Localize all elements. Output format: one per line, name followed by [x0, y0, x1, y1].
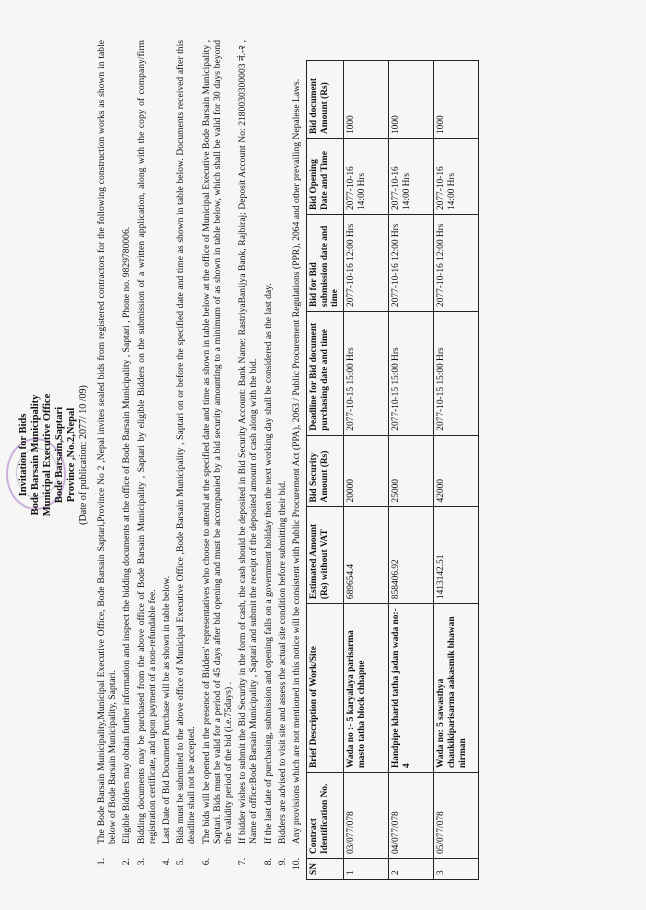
notice-item: 2. Eligible Bidders may obtain further information and inspect the bidding documents at the office of Bode Barsain Municipality , Saptari , Phone no. 9829780006.: [121, 226, 133, 866]
table-cell: 2: [388, 859, 433, 880]
office-line-2: Municipal Executive Office: [42, 393, 53, 517]
col-header: Brief Description of Work/Site: [307, 604, 344, 773]
table-cell: 2077-10-15 15:00 Hrs: [343, 311, 388, 435]
table-cell: 2077-10-15 15:00 Hrs: [433, 311, 478, 435]
table-cell: 858406.92: [388, 507, 433, 604]
office-line-3: Bode Barsain,Saptari: [54, 406, 65, 504]
table-cell: 2077-10-16 14:00 Hrs: [388, 139, 433, 215]
table-row: [343, 61, 388, 880]
col-header: SN: [307, 859, 344, 880]
col-header: Deadline for Bid document purchasing date and time: [307, 311, 344, 435]
col-header: Bid Opening Date and Time: [307, 139, 344, 215]
notice-item: 4. Last Date of Bid Document Purchase will be as shown in table below.: [161, 575, 173, 866]
table-cell: 1000: [433, 61, 478, 139]
table-cell: Wada no: 5 sawasthya chaukikiparisarma aakasmik bhawan nirman: [433, 604, 478, 773]
table-cell: 3: [433, 859, 478, 880]
table-cell: 2077-10-16 12:00 Hrs: [388, 215, 433, 312]
table-cell: 1: [343, 859, 388, 880]
table-cell: 05/077/078: [433, 773, 478, 859]
table-cell: 1000: [343, 61, 388, 139]
table-cell: 2077-10-16 14:00 Hrs: [343, 139, 388, 215]
bids-table: [306, 60, 479, 880]
notice-item: 5. Bids must be submitted to the above office of Municipal Executive Office ,Bode Barsain Municipality , Saptari on or before the specified date and time as shown in table below. Documents received after this deadline shall not be accepted.: [175, 40, 198, 866]
notice-item: 1. The Bode Barsain Municipality,Municipal Executive Office, Bode Barsain Saptari,Province No 2 ,Nepal invites sealed bids from registered contractors for the following construction works as shown in table below of Bode Barsain Municipality, Saptari.: [96, 40, 119, 866]
table-cell: 42000: [433, 435, 478, 507]
table-cell: Handpipe kharid tatha jadan wada no:- 4: [388, 604, 433, 773]
notice-items: [96, 40, 305, 882]
table-cell: Wada no :- 5 karyalaya parisarma masto tatha block chhapne: [343, 604, 388, 773]
notice-item: 10. Any provisions which are not mentioned in this notice will be consistent with Public Procurement Act (PPA), 2063 / Public Procurement Regulations (PPR), 2064 and other prevailing Nepalese Laws.: [291, 78, 303, 870]
publication-date: (Date of publication: 2077/ 10 /09): [78, 385, 89, 525]
table-row: [388, 61, 433, 880]
table-cell: 03/077/078: [343, 773, 388, 859]
notice-item: 6. The bids will be opened in the presence of Bidders' representatives who choose to attend at the specified date and time as shown in table below at the office of Municipal Executive Bode Barsain Municipality , Saptari. Bids must be valid for a period of 45 days after bid opening and must be accompanied by a bid security amounting to a minimum of as shown in table below, which shall be valid for 30 days beyond the validity period of the bid (i.e.75days) .: [200, 40, 235, 866]
table-cell: 1413142.51: [433, 507, 478, 604]
table-cell: 689654.4: [343, 507, 388, 604]
col-header: Contract Identification No.: [307, 773, 344, 859]
table-cell: 04/077/078: [388, 773, 433, 859]
table-header-row: [307, 61, 344, 880]
table-cell: 2077-10-15 15:00 Hrs: [388, 311, 433, 435]
notice-item: 7. If bidder wishes to submit the Bid Security in the form of cash, the cash should be deposited in Bid Security Account: Bank Name: RastriyaBanijya Bank, Rajbiraj; Deposit Account No: 2180030300003 नं.-२ , Name of office:Bode Barsain Municipality , Saptari and submit the receipt of the deposited amount of cash along with the bid.: [237, 40, 260, 866]
office-line-4: Province ,No.2,Nepal: [66, 407, 77, 503]
col-header: Bid for Bid submission date and time: [307, 215, 344, 312]
table-cell: 2077-10-16 12:00 Hrs: [433, 215, 478, 312]
col-header: Estimated Amount (Rs) without VAT: [307, 507, 344, 604]
table-cell: 25000: [388, 435, 433, 507]
table-cell: 20000: [343, 435, 388, 507]
notice-title: Invitation for Bids: [18, 413, 29, 497]
notice-item: 9. Bidders are advised to visit site and assess the actual site condition before submitting their bid.: [276, 480, 288, 866]
table-cell: 2077-10-16 12:00 Hrs: [343, 215, 388, 312]
table-cell: 2077-10-16 14:00 Hrs: [433, 139, 478, 215]
table-cell: 1000: [388, 61, 433, 139]
col-header: Bid document Amount (Rs): [307, 61, 344, 139]
notice-item: 8. If the last date of purchasing, submission and opening falls on a government holiday then the next working day shall be considered as the last day.: [262, 283, 274, 866]
notice-header: [18, 0, 90, 910]
notice-item: 3. Bidding documents may be purchased from the above office of Bode Barsain Municipality , Saptari by eligible Bidders on the submission of a written application, along with the copy of company/firm registration certificate, and upon payment of a non-refundable fee.: [135, 40, 158, 866]
table-row: [433, 61, 478, 880]
col-header: Bid Security Amount (Rs): [307, 435, 344, 507]
office-line-1: Bode Barsain Municipality: [30, 394, 41, 516]
